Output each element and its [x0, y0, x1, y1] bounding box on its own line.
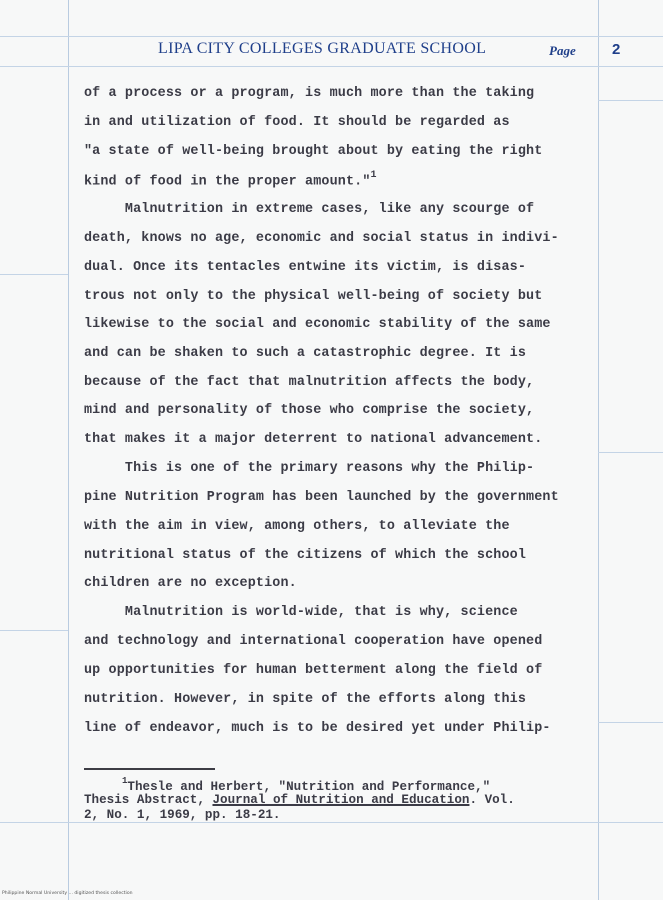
body-line: dual. Once its tentacles entwine its victim, is disas- — [84, 260, 527, 275]
body-line: mind and personality of those who comprise the society, — [84, 403, 535, 418]
ruled-line — [0, 36, 663, 37]
body-line: pine Nutrition Program has been launched by the government — [84, 490, 559, 505]
body-line: trous not only to the physical well-being of society but — [84, 289, 543, 304]
footnote-reference: 1 — [370, 170, 377, 181]
ruled-line — [598, 452, 663, 453]
body-line: with the aim in view, among others, to alleviate the — [84, 519, 510, 534]
body-line: up opportunities for human betterment along the field of — [84, 663, 543, 678]
body-line: likewise to the social and economic stability of the same — [84, 317, 551, 332]
body-line: and can be shaken to such a catastrophic degree. It is — [84, 346, 527, 361]
margin-rule-right — [598, 0, 599, 900]
page-header-title: LIPA CITY COLLEGES GRADUATE SCHOOL — [158, 40, 487, 57]
footnote-line: 2, No. 1, 1969, pp. 18-21. — [84, 808, 281, 822]
margin-rule-left — [68, 0, 69, 900]
body-line — [84, 172, 377, 194]
footnote-line — [122, 776, 491, 795]
footnote-separator — [84, 768, 215, 770]
footnote-text: Thesle and Herbert, "Nutrition and Performance," — [127, 780, 491, 795]
body-line: nutrition. However, in spite of the efforts along this — [84, 692, 527, 707]
body-line: and technology and international cooperation have opened — [84, 634, 543, 649]
body-line-text: kind of food in the proper amount." — [84, 174, 371, 190]
ruled-line — [598, 722, 663, 723]
page-number: 2 — [612, 41, 621, 58]
footnote-marker: 1 — [122, 776, 128, 786]
footnote-journal-title: Journal of Nutrition and Education — [212, 793, 470, 807]
body-line: in and utilization of food. It should be regarded as — [84, 115, 510, 130]
body-line: Malnutrition in extreme cases, like any scourge of — [84, 202, 535, 217]
body-line: because of the fact that malnutrition affects the body, — [84, 375, 535, 390]
body-line: that makes it a major deterrent to national advancement. — [84, 432, 543, 447]
body-line: death, knows no age, economic and social status in indivi- — [84, 231, 559, 246]
body-line: Malnutrition is world-wide, that is why, science — [84, 605, 518, 620]
footnote-line — [84, 793, 515, 809]
body-line: This is one of the primary reasons why the Philip- — [84, 461, 535, 476]
scan-caption: Philippine Normal University ... digitized thesis collection — [2, 891, 133, 896]
body-line: line of endeavor, much is to be desired yet under Philip- — [84, 721, 551, 736]
page-label: Page — [549, 43, 576, 58]
ruled-line — [0, 66, 663, 67]
body-line: of a process or a program, is much more than the taking — [84, 86, 535, 101]
ruled-line — [0, 274, 68, 275]
footnote-text: . Vol. — [469, 793, 515, 807]
footnote-text: Thesis Abstract, — [84, 793, 213, 807]
body-line: children are no exception. — [84, 576, 297, 591]
ruled-line — [598, 100, 663, 101]
body-line: nutritional status of the citizens of which the school — [84, 548, 527, 563]
body-line: "a state of well-being brought about by eating the right — [84, 144, 543, 159]
ruled-line — [0, 630, 68, 631]
